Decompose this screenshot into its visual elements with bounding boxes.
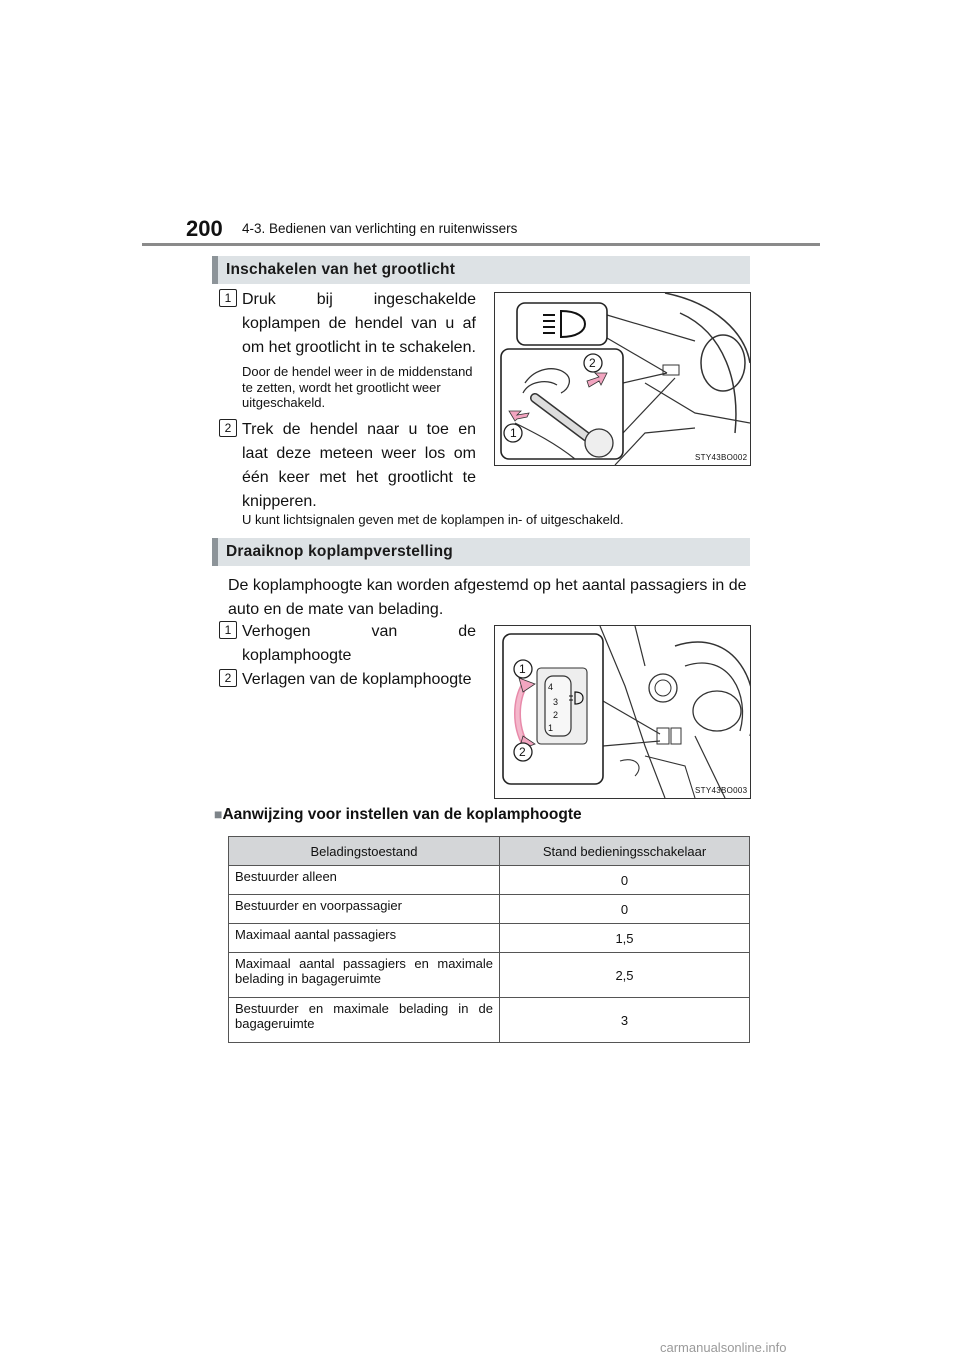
table-cell-position: 0: [500, 866, 750, 895]
table-cell-condition: Maximaal aantal passagiers: [229, 924, 500, 953]
leveling-table: [228, 836, 750, 1043]
high-beam-figure: [494, 292, 751, 466]
header-rule: [142, 243, 820, 246]
step-1-note: Door de hendel weer in de middenstand te zetten, wordt het grootlicht weer uitgeschakeld.: [242, 364, 473, 410]
item-number-1: 1: [219, 621, 237, 639]
step-number-1: 1: [219, 289, 237, 307]
dial-value: 2: [553, 710, 559, 720]
figure-callout-1: 1: [510, 426, 517, 440]
dial-value: 1: [548, 723, 554, 733]
table-row: [229, 895, 750, 924]
table-header-row: [229, 837, 750, 866]
table-cell-position: 0: [500, 895, 750, 924]
hint-bullet: ■: [214, 806, 223, 822]
table-cell-condition: Bestuurder en voorpassagier: [229, 895, 500, 924]
dial-value: 3: [553, 697, 559, 707]
section-heading-high-beam: [212, 256, 750, 284]
section-title: Inschakelen van het grootlicht: [226, 261, 456, 278]
section-accent: [212, 538, 218, 566]
table-cell-position: 1,5: [500, 924, 750, 953]
step-2-text: Trek de hendel naar u toe en laat deze meteen weer los om één keer met het grootlicht te knipperen.: [242, 421, 476, 510]
figure-code: STY43BO002: [695, 453, 748, 462]
table-row: [229, 953, 750, 998]
section-title: Draaiknop koplampverstelling: [226, 543, 453, 560]
figure-callout-2: 2: [519, 745, 526, 759]
section-heading-leveling: [212, 538, 750, 566]
figure-callout-2: 2: [589, 356, 596, 370]
table-cell-position: 3: [500, 998, 750, 1043]
leveling-figure: [494, 625, 751, 799]
section-accent: [212, 256, 218, 284]
table-cell-condition: Maximaal aantal passagiers en maximale belading in bagageruimte: [229, 953, 500, 998]
figure-callout-1: 1: [519, 662, 526, 676]
table-cell-position: 2,5: [500, 953, 750, 998]
step-1-text: Druk bij ingeschakelde koplampen de hendel van u af om het grootlicht in te schakelen.: [242, 291, 476, 356]
table-cell-condition: Bestuurder en maximale belading in de bagageruimte: [229, 998, 500, 1043]
item-number-2: 2: [219, 669, 237, 687]
chapter-title: 4-3. Bedienen van verlichting en ruitenwissers: [242, 221, 518, 236]
dial-illustration: [495, 626, 750, 798]
item-2-text: Verlagen van de koplamphoogte: [242, 671, 472, 688]
table-row: [229, 866, 750, 895]
figure-code: STY43BO003: [695, 786, 748, 795]
table-cell-condition: Bestuurder alleen: [229, 866, 500, 895]
dial-value: 4: [548, 682, 554, 692]
column-header: Beladingstoestand: [229, 837, 500, 866]
table-row: [229, 998, 750, 1043]
leveling-intro: De koplamphoogte kan worden afgestemd op het aantal passagiers in de auto en de mate van belading.: [228, 577, 747, 618]
step-2-note: U kunt lichtsignalen geven met de koplampen in- of uitgeschakeld.: [242, 512, 624, 527]
item-1-text: Verhogen van de koplamphoogte: [242, 623, 476, 664]
page-number: 200: [186, 216, 223, 241]
table-row: [229, 924, 750, 953]
step-number-2: 2: [219, 419, 237, 437]
hint-heading: [214, 806, 582, 824]
watermark: carmanualsonline.info: [660, 1340, 787, 1355]
column-header: Stand bedieningsschakelaar: [500, 837, 750, 866]
lever-illustration: [495, 293, 750, 465]
hint-title: Aanwijzing voor instellen van de koplamphoogte: [222, 806, 582, 823]
